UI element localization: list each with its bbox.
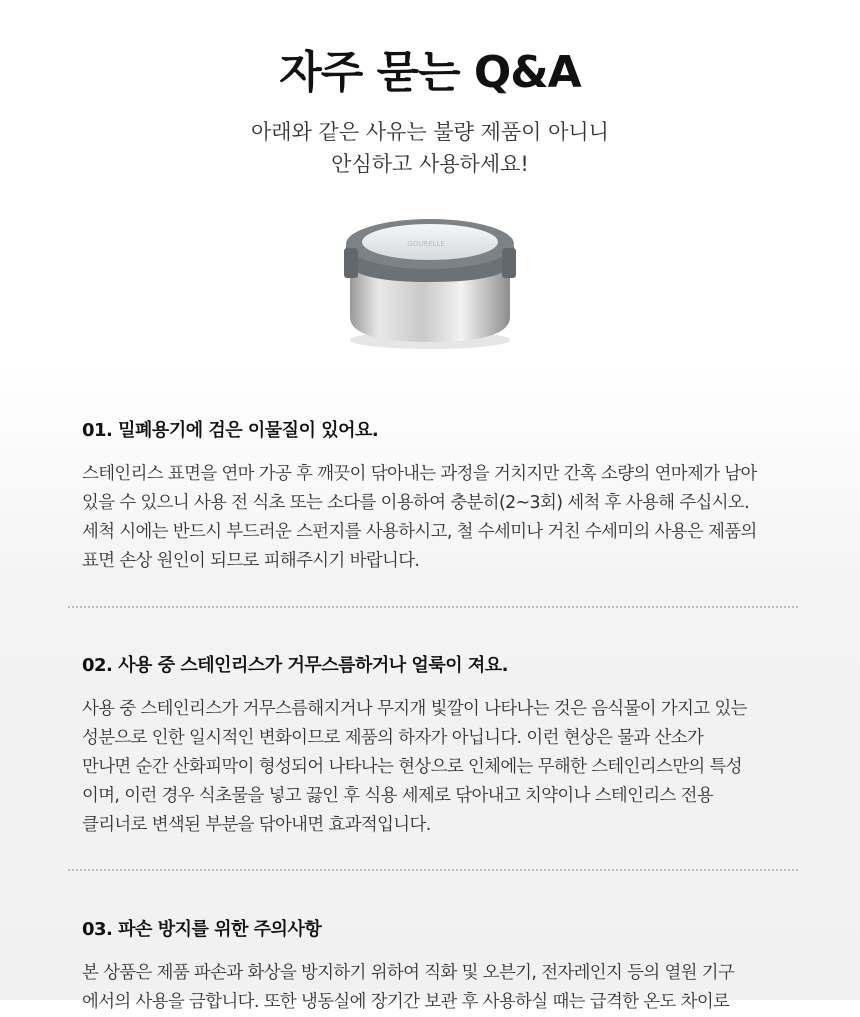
faq-question-2: 02. 사용 중 스테인리스가 거무스름하거나 얼룩이 져요.	[82, 655, 508, 676]
lid-brand-text: GOURELLE	[407, 240, 445, 248]
stainless-container-image	[330, 212, 530, 352]
faq-item-3	[82, 915, 802, 1017]
dotted-divider-1	[68, 606, 798, 608]
faq-item-2	[82, 651, 802, 840]
subtitle-line-1: 아래와 같은 사유는 불량 제품이 아니니	[251, 120, 609, 144]
faq-answer-2: 사용 중 스테인리스가 거무스름해지거나 무지개 빛깔이 나타나는 것은 음식물이 가지고 있는 성분으로 인한 일시적인 변화이므로 제품의 하자가 아닙니다. 이런 현상은 물과 산소가 만나면 순간 산화피막이 형성되어 나타나는 현상으로 인체에는 무해한 스테인리스만의 특성 이며, 이런 경우 식초물을 넣고 끓인 후 식용 세제로 닦아내고 치약이나 스테인리스 전용 클리너로 변색된 부분을 닦아내면 효과적입니다.	[82, 699, 747, 835]
dotted-divider-2	[68, 869, 798, 871]
faq-answer-1: 스테인리스 표면을 연마 가공 후 깨끗이 닦아내는 과정을 거치지만 간혹 소량의 연마제가 남아 있을 수 있으니 사용 전 식초 또는 소다를 이용하여 충분히(2~3회) 세척 후 사용해 주십시오. 세척 시에는 반드시 부드러운 스펀지를 사용하시고, 철 수세미나 거친 수세미의 사용은 제품의 표면 손상 원인이 되므로 피해주시기 바랍니다.	[82, 464, 757, 571]
faq-answer-3: 본 상품은 제품 파손과 화상을 방지하기 위하여 직화 및 오븐기, 전자레인지 등의 열원 기구 에서의 사용을 금합니다. 또한 냉동실에 장기간 보관 후 사용하실 때는 급격한 온도 차이로	[82, 963, 735, 1012]
faq-question-3: 03. 파손 방지를 위한 주의사항	[82, 919, 322, 940]
subtitle-line-2: 안심하고 사용하세요!	[331, 152, 529, 176]
faq-item-1	[82, 416, 802, 576]
faq-question-1: 01. 밀폐용기에 검은 이물질이 있어요.	[82, 420, 379, 441]
page-subtitle	[0, 116, 860, 180]
page-title: 자주 묻는 Q&A	[279, 47, 581, 98]
